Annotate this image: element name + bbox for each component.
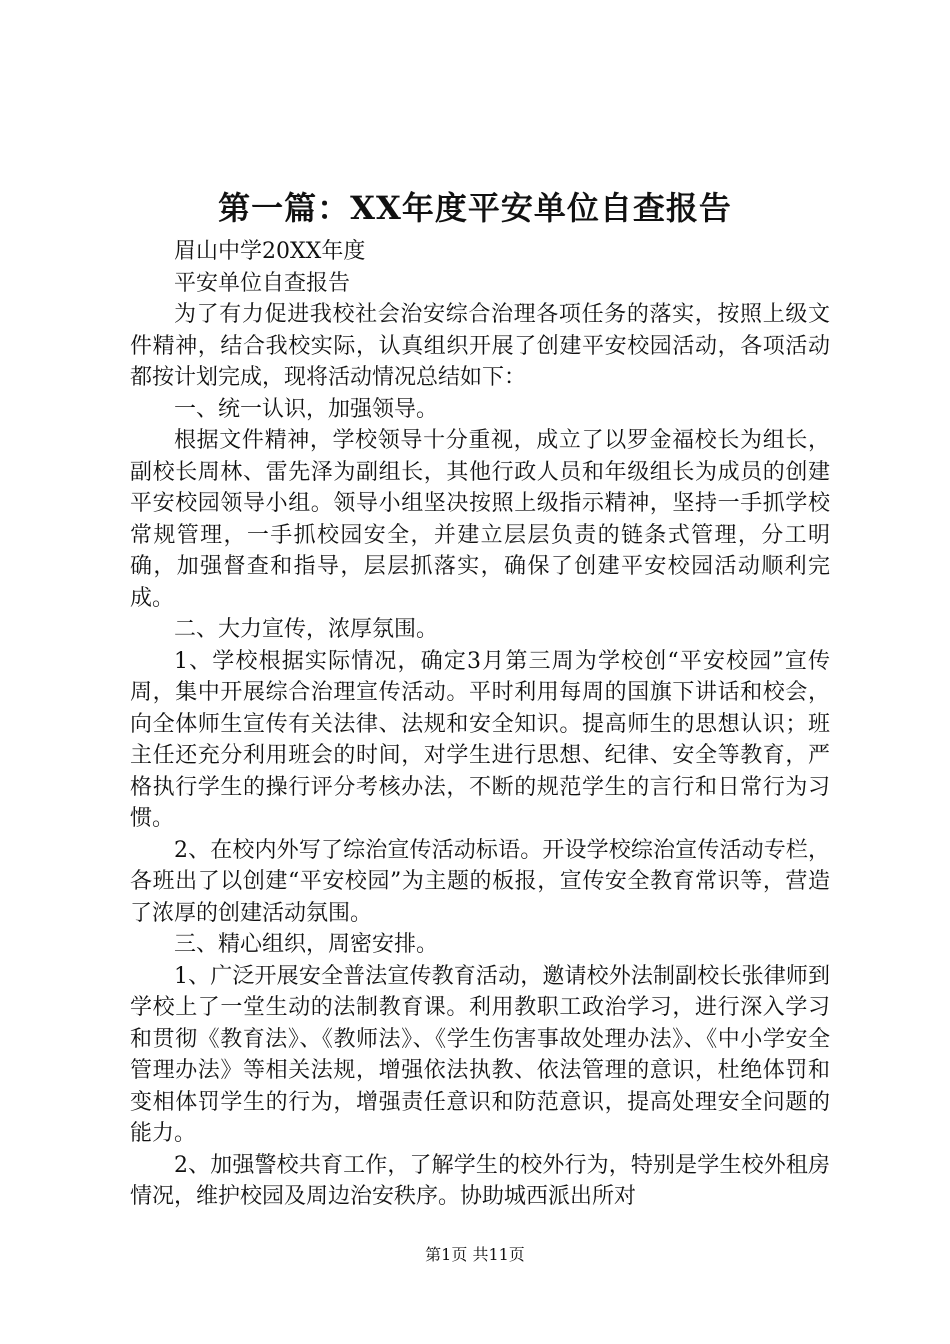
section-heading-3: 三、精心组织，周密安排。 — [174, 932, 439, 957]
report-subtitle-line: 平安单位自查报告 — [174, 270, 351, 296]
section-1-paragraph: 根据文件精神，学校领导十分重视，成立了以罗金福校长为组长，副校长周林、雷先泽为副组长，其他行政人员和年级组长为成员的创建平安校园领导小组。领导小组坚决按照上级指示精神，坚持一手抓学校常规管理，一手抓校园安全，并建立层层负责的链条式管理，分工明确，加强督查和指导，层层抓落实，确保了创建平安校园活动顺利完成。 — [130, 428, 830, 611]
school-year-line: 眉山中学20XX年度 — [174, 239, 366, 264]
section-2-item-2: 2、在校内外写了综治宣传活动标语。开设学校综治宣传活动专栏，各班出了以创建“平安校园”为主题的板报，宣传安全教育常识等，营造了浓厚的创建活动氛围。 — [130, 837, 830, 926]
section-3-item-2: 2、加强警校共育工作，了解学生的校外行为，特别是学生校外租房情况，维护校园及周边治安秩序。协助城西派出所对 — [130, 1152, 830, 1209]
section-3-item-1: 1、广泛开展安全普法宣传教育活动，邀请校外法制副校长张律师到学校上了一堂生动的法制教育课。利用教职工政治学习，进行深入学习和贯彻《教育法》、《教师法》、《学生伤害事故处理办法》、《中小学安全管理办法》等相关法规，增强依法执教、依法管理的意识，杜绝体罚和变相体罚学生的行为，增强责任意识和防范意识，提高处理安全问题的能力。 — [130, 963, 830, 1146]
intro-paragraph: 为了有力促进我校社会治安综合治理各项任务的落实，按照上级文件精神，结合我校实际，认真组织开展了创建平安校园活动，各项活动都按计划完成，现将活动情况总结如下： — [130, 302, 830, 390]
page-number-footer: 第1页 共11页 — [425, 1245, 525, 1264]
document-body — [130, 236, 830, 1213]
section-2-item-1: 1、学校根据实际情况，确定3月第三周为学校创“平安校园”宣传周，集中开展综合治理宣传活动。平时利用每周的国旗下讲话和校会，向全体师生宣传有关法律、法规和安全知识。提高师生的思想认识；班主任还充分利用班会的时间，对学生进行思想、纪律、安全等教育，严格执行学生的操行评分考核办法，不断的规范学生的言行和日常行为习惯。 — [130, 648, 830, 831]
section-heading-1: 一、统一认识，加强领导。 — [174, 396, 439, 422]
section-heading-2: 二、大力宣传，浓厚氛围。 — [174, 617, 439, 642]
document-title: 第一篇：XX年度平安单位自查报告 — [218, 189, 732, 227]
